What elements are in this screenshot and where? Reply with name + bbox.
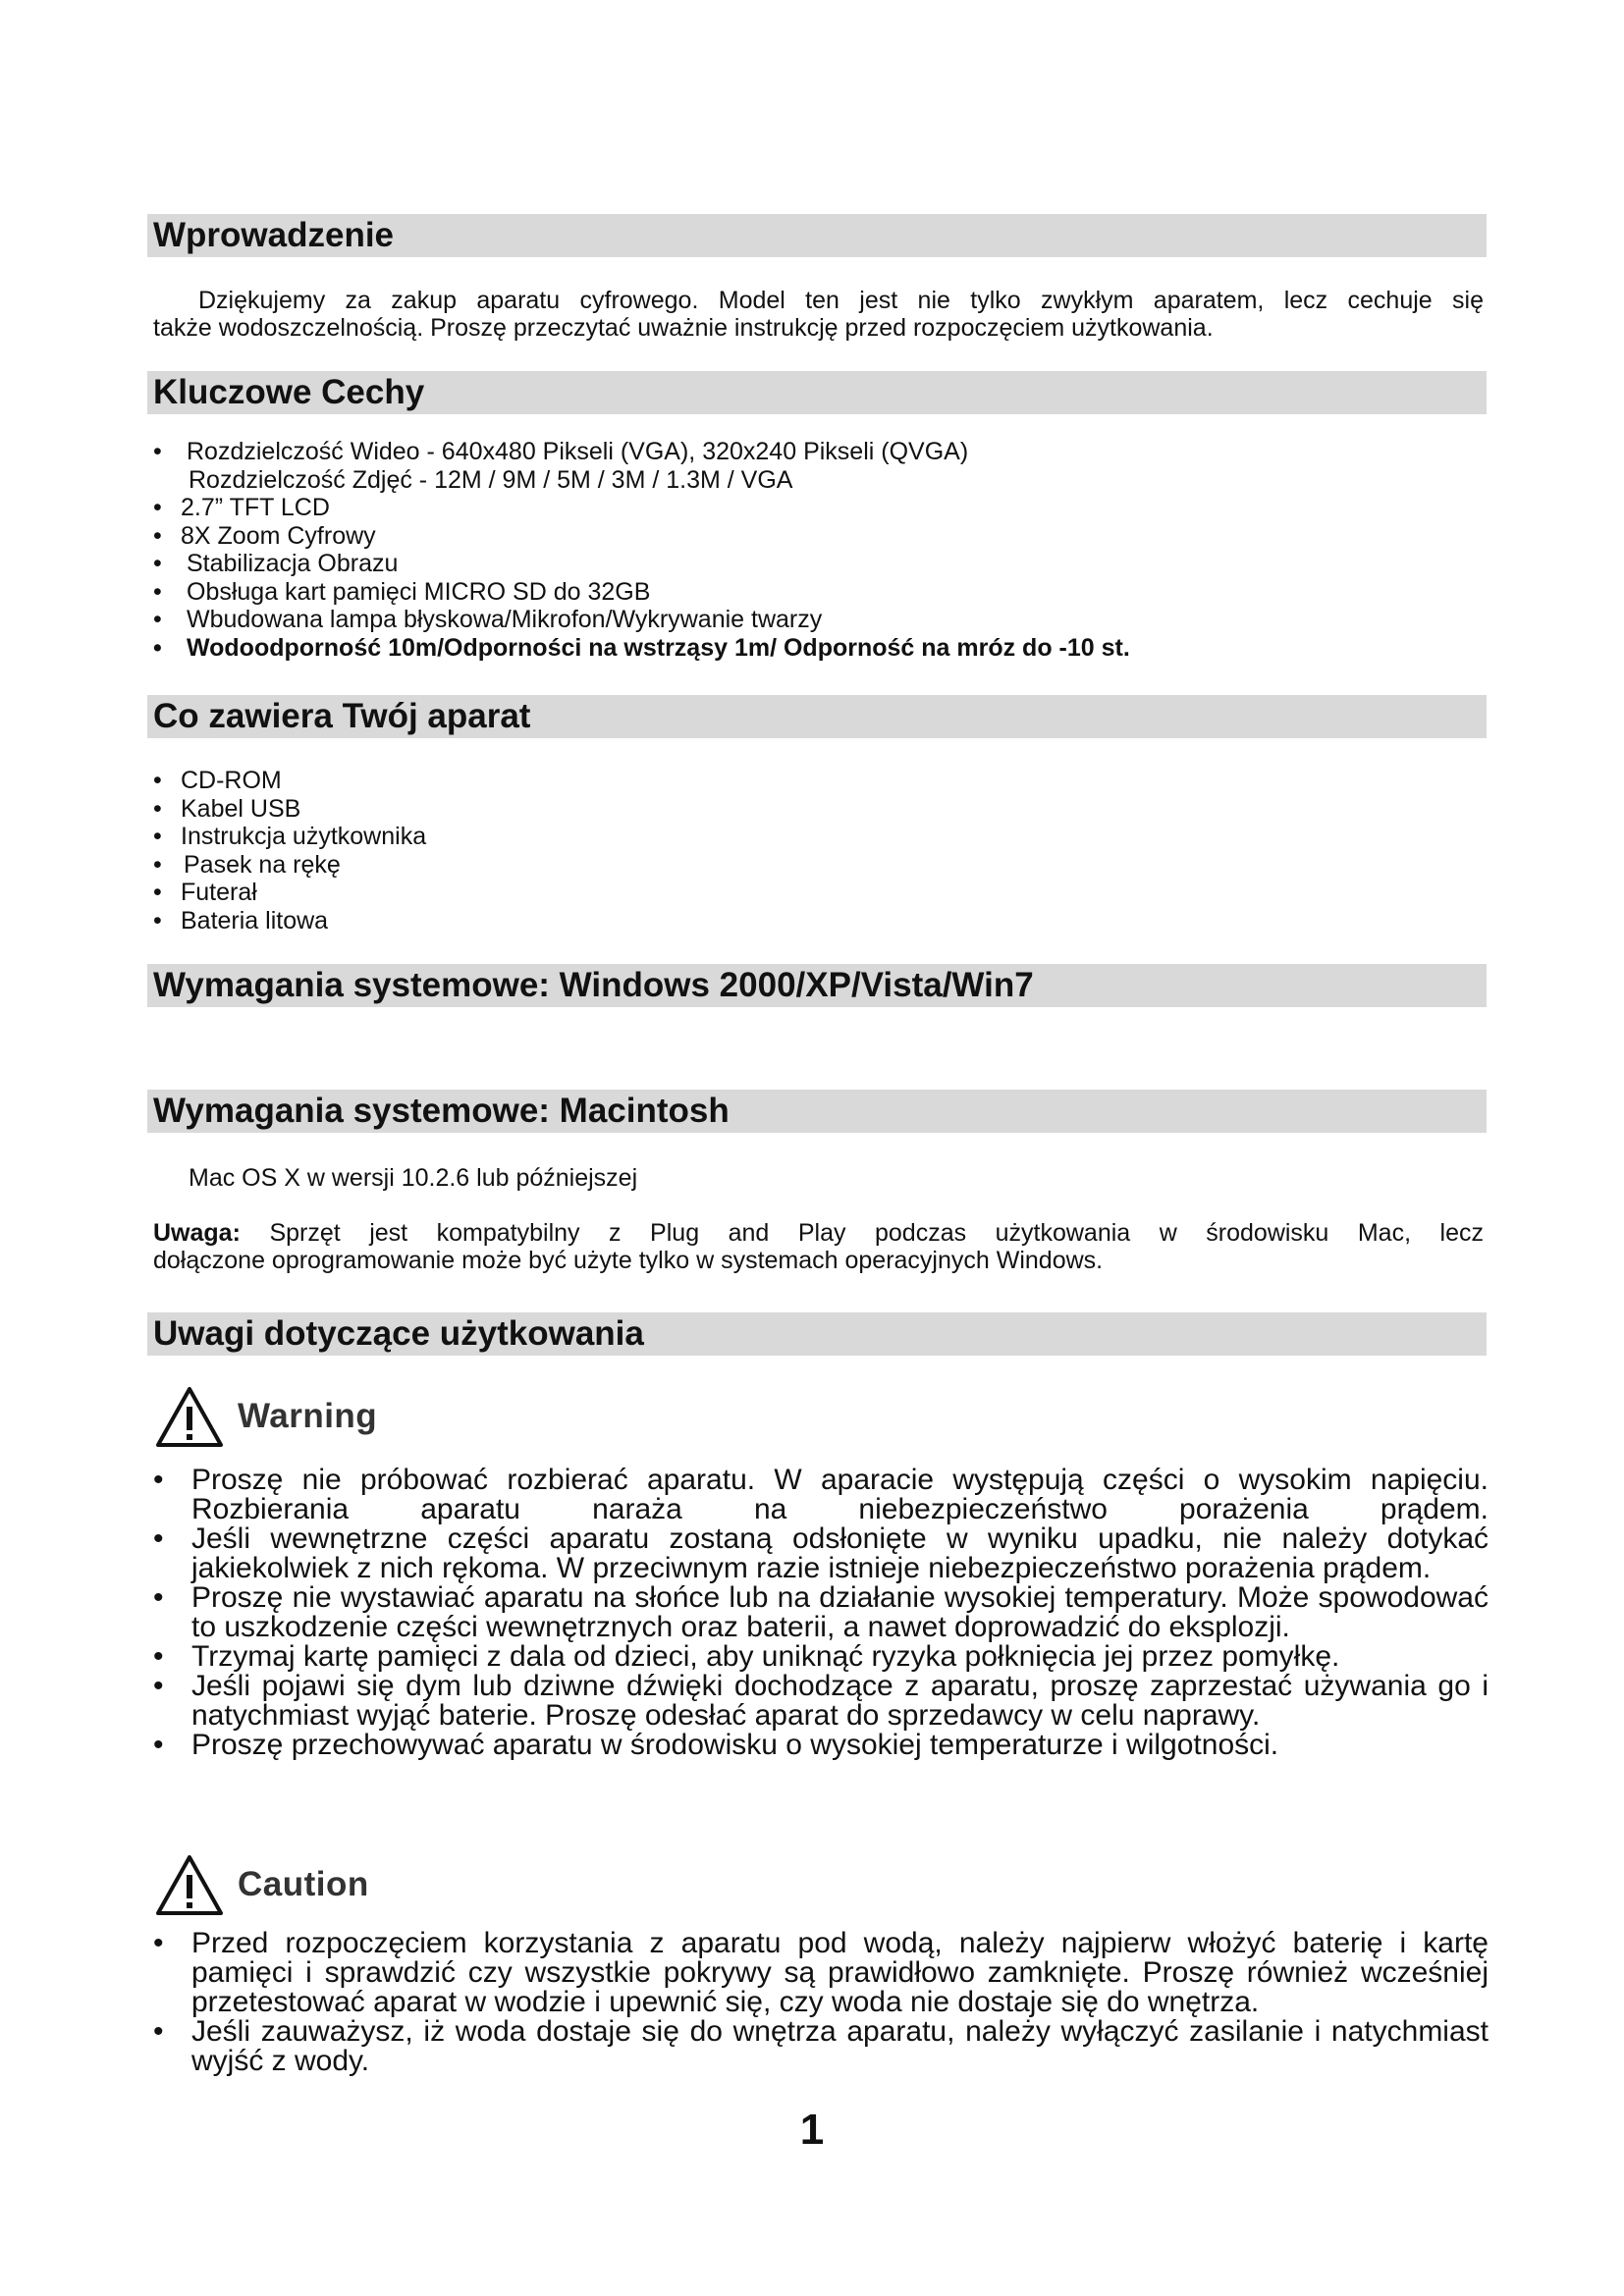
feature-item-video: • Rozdzielczość Wideo - 640x480 Pikseli (VGA), 320x240 Pikseli (QVGA) xyxy=(153,438,1489,466)
warning-item: • Trzymaj kartę pamięci z dala od dzieci, aby uniknąć ryzyka połknięcia jej przez pomyłkę. xyxy=(153,1642,1489,1672)
feature-item-waterproof: • Wodoodporność 10m/Odporności na wstrząsy 1m/ Odporność na mróz do -10 st. xyxy=(153,634,1489,663)
warning-item: • Proszę przechowywać aparatu w środowisku o wysokiej temperaturze i wilgotności. xyxy=(153,1731,1489,1760)
intro-line-2: także wodoszczelnością. Proszę przeczytać uważnie instrukcję przed rozpoczęciem użytkowania. xyxy=(153,314,1214,342)
section-heading-req-mac: Wymagania systemowe: Macintosh xyxy=(147,1090,1487,1133)
feature-item-lcd: • 2.7” TFT LCD xyxy=(153,494,1489,522)
warning-heading xyxy=(155,1381,377,1452)
warning-item: • Jeśli pojawi się dym lub dziwne dźwięki dochodzące z aparatu, proszę zaprzestać używania go i natychmiast wyjąć baterie. Proszę odesłać aparat do sprzedawcy w celu naprawy. xyxy=(153,1672,1489,1731)
contents-item-cdrom: • CD-ROM xyxy=(153,767,1489,795)
warning-item: • Proszę nie próbować rozbierać aparatu. W aparacie występują części o wysokim napięciu. Rozbierania aparatu naraża na niebezpieczeństwo porażenia prądem. xyxy=(153,1466,1489,1524)
mac-note-label: Uwaga: xyxy=(153,1219,241,1247)
mac-os-version: Mac OS X w wersji 10.2.6 lub późniejszej xyxy=(189,1164,638,1192)
cautions-list xyxy=(153,1929,1489,2076)
caution-item: • Jeśli zauważysz, iż woda dostaje się do wnętrza aparatu, należy wyłączyć zasilanie i natychmiast wyjść z wody. xyxy=(153,2017,1489,2076)
section-heading-contents: Co zawiera Twój aparat xyxy=(147,695,1487,738)
contents-list xyxy=(153,767,1489,934)
caution-triangle-icon xyxy=(155,1853,224,1916)
contents-item-battery: • Bateria litowa xyxy=(153,907,1489,935)
feature-item-sd: • Obsługa kart pamięci MICRO SD do 32GB xyxy=(153,578,1489,607)
caution-heading xyxy=(155,1849,369,1920)
warning-label: Warning xyxy=(238,1397,378,1435)
intro-line-1: Dziękujemy za zakup aparatu cyfrowego. Model ten jest nie tylko zwykłym aparatem, lecz cechuje się xyxy=(198,287,1484,314)
feature-item-zoom: • 8X Zoom Cyfrowy xyxy=(153,522,1489,551)
warning-item: • Jeśli wewnętrzne części aparatu zostaną odsłonięte w wyniku upadku, nie należy dotykać jakiekolwiek z nich rękoma. W przeciwnym razie istnieje niebezpieczeństwo porażenia prądem. xyxy=(153,1524,1489,1583)
mac-note-line-1 xyxy=(153,1219,1484,1247)
mac-note-text-1: Sprzęt jest kompatybilny z Plug and Play podczas użytkowania w środowisku Mac, lecz xyxy=(269,1219,1484,1247)
feature-item-stabilization: • Stabilizacja Obrazu xyxy=(153,550,1489,578)
contents-item-usb: • Kabel USB xyxy=(153,795,1489,824)
contents-item-manual: • Instrukcja użytkownika xyxy=(153,823,1489,851)
contents-item-case: • Futerał xyxy=(153,879,1489,907)
page-number: 1 xyxy=(799,2106,825,2154)
feature-item-flash: • Wbudowana lampa błyskowa/Mikrofon/Wykrywanie twarzy xyxy=(153,606,1489,634)
warning-triangle-icon xyxy=(155,1385,224,1448)
intro-paragraph xyxy=(153,287,1484,342)
features-list xyxy=(153,438,1489,662)
section-heading-usage: Uwagi dotyczące użytkowania xyxy=(147,1312,1487,1356)
warning-item: • Proszę nie wystawiać aparatu na słońce lub na działanie wysokiej temperatury. Może spowodować to uszkodzenie części wewnętrznych oraz baterii, a nawet doprowadzić do eksplozji. xyxy=(153,1583,1489,1642)
feature-item-photo: Rozdzielczość Zdjęć - 12M / 9M / 5M / 3M / 1.3M / VGA xyxy=(189,465,793,494)
contents-item-strap: • Pasek na rękę xyxy=(153,851,1489,880)
section-heading-req-windows: Wymagania systemowe: Windows 2000/XP/Vista/Win7 xyxy=(147,964,1487,1007)
section-heading-intro: Wprowadzenie xyxy=(147,214,1487,257)
caution-item: • Przed rozpoczęciem korzystania z aparatu pod wodą, należy najpierw włożyć baterię i kartę pamięci i sprawdzić czy wszystkie pokrywy są prawidłowo zamknięte. Proszę również wcześniej przetestować aparat w wodzie i upewnić się, czy woda nie dostaje się do wnętrza. xyxy=(153,1929,1489,2017)
mac-note-line-2: dołączone oprogramowanie może być użyte tylko w systemach operacyjnych Windows. xyxy=(153,1247,1104,1274)
warnings-list xyxy=(153,1466,1489,1760)
caution-label: Caution xyxy=(238,1865,369,1903)
mac-note xyxy=(153,1219,1484,1274)
section-heading-features: Kluczowe Cechy xyxy=(147,371,1487,414)
